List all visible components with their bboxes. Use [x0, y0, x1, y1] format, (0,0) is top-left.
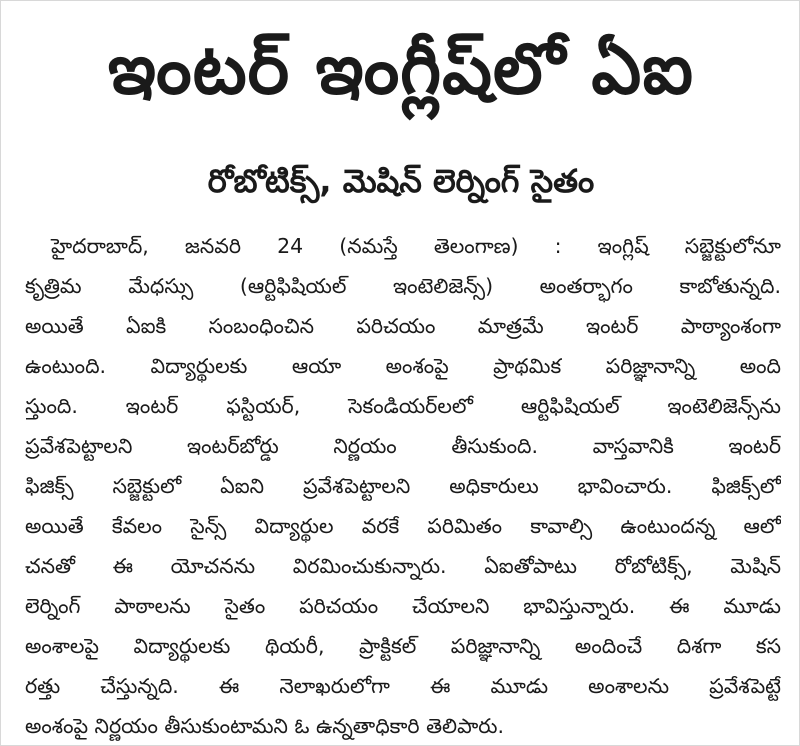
body-line: కృత్రిమ మేధస్సు (ఆర్టిఫిషియల్ ఇంటెలిజెన్స్) అంతర్భాగం కాబోతున్నది.	[25, 274, 781, 298]
body-line: ప్రవేశపెట్టాలని ఇంటర్‌బోర్డు నిర్ణయం తీసుకుంది. వాస్తవానికి ఇంటర్	[25, 434, 781, 458]
body-line: అయితే కేవలం సైన్స్ విద్యార్థుల వరకే పరిమితం కావాల్సి ఉంటుందన్న ఆలో	[25, 514, 781, 538]
body-line: లెర్నింగ్ పాఠాలను సైతం పరిచయం చేయాలని భావిస్తున్నారు. ఈ మూడు	[25, 594, 781, 618]
body-line: అంశాలపై విద్యార్థులకు థియరీ, ప్రాక్టికల్ పరిజ్ఞానాన్ని అందించే దిశగా కస	[25, 634, 781, 658]
body-line: ఫిజిక్స్ సబ్జెక్టులో ఏఐని ప్రవేశపెట్టాలని అధికారులు భావించారు. ఫిజిక్స్‌లో	[25, 474, 781, 498]
body-line: రత్తు చేస్తున్నది. ఈ నెలాఖరులోగా ఈ మూడు అంశాలను ప్రవేశపెట్టే	[25, 674, 781, 698]
body-line: ఉంటుంది. విద్యార్థులకు ఆయా అంశంపై ప్రాథమిక పరిజ్ఞానాన్ని అంది	[25, 354, 781, 378]
body-line: అంశంపై నిర్ణయం తీసుకుంటామని ఓ ఉన్నతాధికారి తెలిపారు.	[25, 714, 504, 738]
body-line: హైదరాబాద్, జనవరి 24 (నమస్తే తెలంగాణ) : ఇంగ్లిష్ సబ్జెక్టులోనూ	[51, 234, 781, 258]
body-line: అయితే ఏఐకి సంబంధించిన పరిచయం మాత్రమే ఇంటర్ పాఠ్యాంశంగా	[25, 314, 781, 338]
subheadline: రోబోటిక్స్, మెషిన్ లెర్నింగ్ సైతం	[207, 162, 595, 200]
body-line: చనతో ఈ యోచనను విరమించుకున్నారు. ఏఐతోపాటు రోబోటిక్స్, మెషిన్	[25, 554, 781, 578]
body-line: స్తుంది. ఇంటర్ ఫస్టియర్, సెకండియర్‌లలో ఆర్టిఫిషియల్ ఇంటెలిజెన్స్‌ను	[25, 394, 781, 418]
headline: ఇంటర్ ఇంగ్లీష్‌లో ఏఐ	[107, 28, 695, 110]
article-body	[25, 226, 781, 746]
